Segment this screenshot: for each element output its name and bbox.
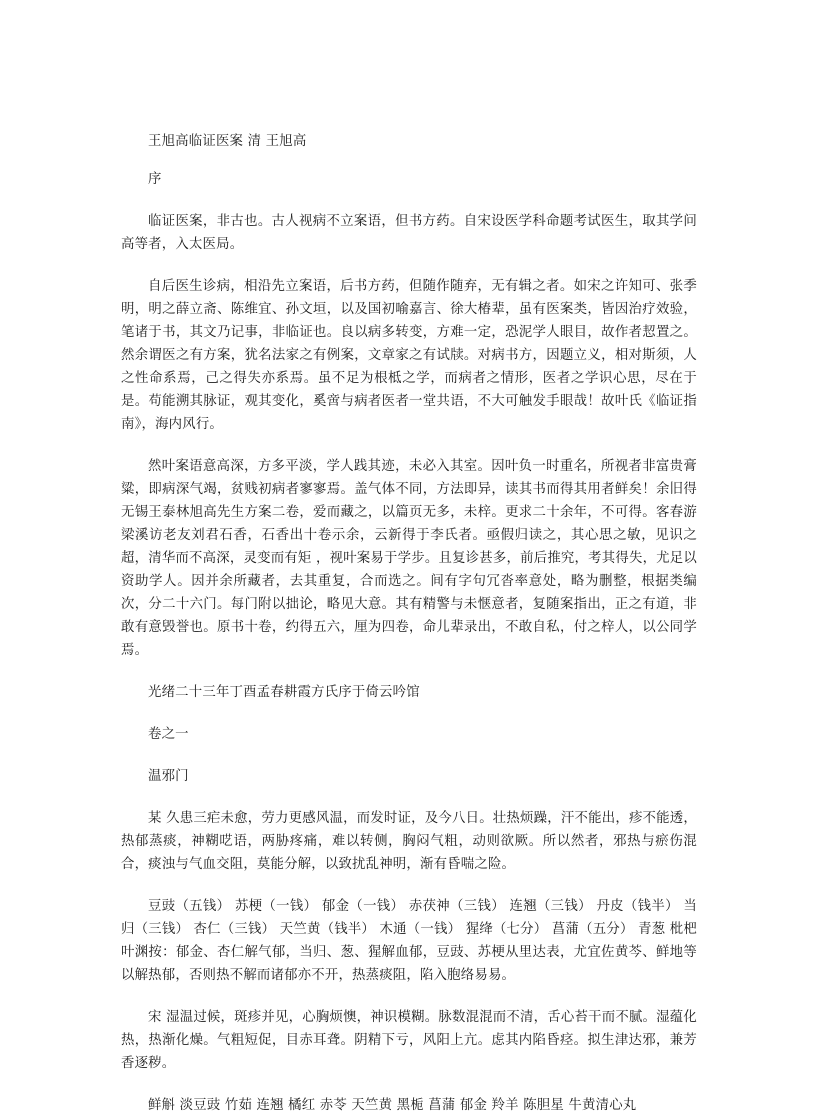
preface-paragraph: 自后医生诊病，相沿先立案语，后书方药，但随作随弃，无有辑之者。如宋之许知可、张季明，明之薛立斋、陈维宜、孙文垣，以及国初喻嘉言、徐大椿辈，虽有医案类，皆因治疗效验，笔诸于书，其文乃记事，非临证也。良以病多转变，方难一定，恐泥学人眼目，故作者恝置之。然余谓医之有方案，犹名法家之有例案，文章家之有试牍。对病书方，因题立义，相对斯须，人之性命系焉，己之得失亦系焉。虽不足为根柢之学，而病者之情形，医者之学识心思，尽在于是。苟能溯其脉证，观其变化，奚啻与病者医者一堂共语，不大可触发手眼哉！故叶氏《临证指南》，海内风行。: [121, 279, 697, 432]
preface-signature: 光绪二十三年丁酉孟春耕霞方氏序于倚云吟馆: [148, 685, 420, 700]
case-record: 宋 湿温过候，斑疹并见，心胸烦懊，神识模糊。脉数混混而不清，舌心苔干而不腻。湿蕴化热，热渐化燥。气粗短促，目赤耳聋。阴精下亏，风阳上亢。虑其内陷昏痉。拟生津达邪，兼芳香逐秽。: [121, 1010, 697, 1071]
volume-title: 卷之一: [148, 727, 189, 742]
preface-paragraph: 然叶案语意高深，方多平淡，学人践其迹，未必入其室。因叶负一时重名，所视者非富贵膏粱，即病深气竭，贫贱初病者寥寥焉。盖气体不同，方法即异，读其书而得其用者鲜矣！余旧得无锡王泰林旭高先生方案二卷，爱而藏之，以篇页无多，未梓。更求二十余年，不可得。客春游梁溪访老友刘君石香，石香出十卷示余，云新得于李氏者。亟假归读之，其心思之敏，见识之超，清华而不高深，灵变而有矩 ，视叶案易于学步。且复诊甚多，前后推究，考其得失，尤足以资助学人。因并余所藏者，去其重复，合而选之。间有字句冗沓率意处，略为删整，根据类编次，分二十六门。每门附以拙论，略见大意。其有精警与未惬意者，复随案指出，正之有道，非敢有意毁誉也。原书十卷，约得五六，厘为四卷，命儿辈录出，不敢自私，付之梓人，以公同学焉。: [121, 459, 697, 658]
case-record: 某 久患三疟未愈，劳力更感风温，而发时证，及今八日。壮热烦躁，汗不能出，疹不能透，热郁蒸痰，神糊呓语，两胁疼痛，难以转侧，胸闷气粗，动则欲厥。所以然者，邪热与瘀伤混合，痰浊与气血交阻，莫能分解，以致扰乱神明，渐有昏喘之险。: [121, 811, 697, 872]
document-heading: 王旭高临证医案 清 王旭高: [148, 134, 307, 149]
section-title: 温邪门: [148, 769, 189, 784]
document-page: [121, 130, 697, 1117]
case-prescription: 豆豉（五钱） 苏梗（一钱） 郁金（一钱） 赤茯神（三钱） 连翘（三钱） 丹皮（钱半） 当归（三钱） 杏仁（三钱） 天竺黄（钱半） 木通（一钱） 猩绛（七分） 菖蒲（五分） 青葱 枇杷叶渊按：郁金、杏仁解气郁，当归、葱、猩解血郁，豆豉、苏梗从里达表，尤宜佐黄芩、鲜地等以解热郁，否则热不解而诸郁亦不开，热蒸痰阻，陷入胞络易易。: [121, 899, 697, 983]
preface-title: 序: [148, 172, 162, 187]
preface-paragraph: 临证医案，非古也。古人视病不立案语，但书方药。自宋设医学科命题考试医生，取其学问高等者，入太医局。: [121, 214, 697, 252]
case-prescription: 鲜斛 淡豆豉 竹茹 连翘 橘红 赤苓 天竺黄 黑栀 菖蒲 郁金 羚羊 陈胆星 牛黄清心丸: [148, 1098, 637, 1113]
